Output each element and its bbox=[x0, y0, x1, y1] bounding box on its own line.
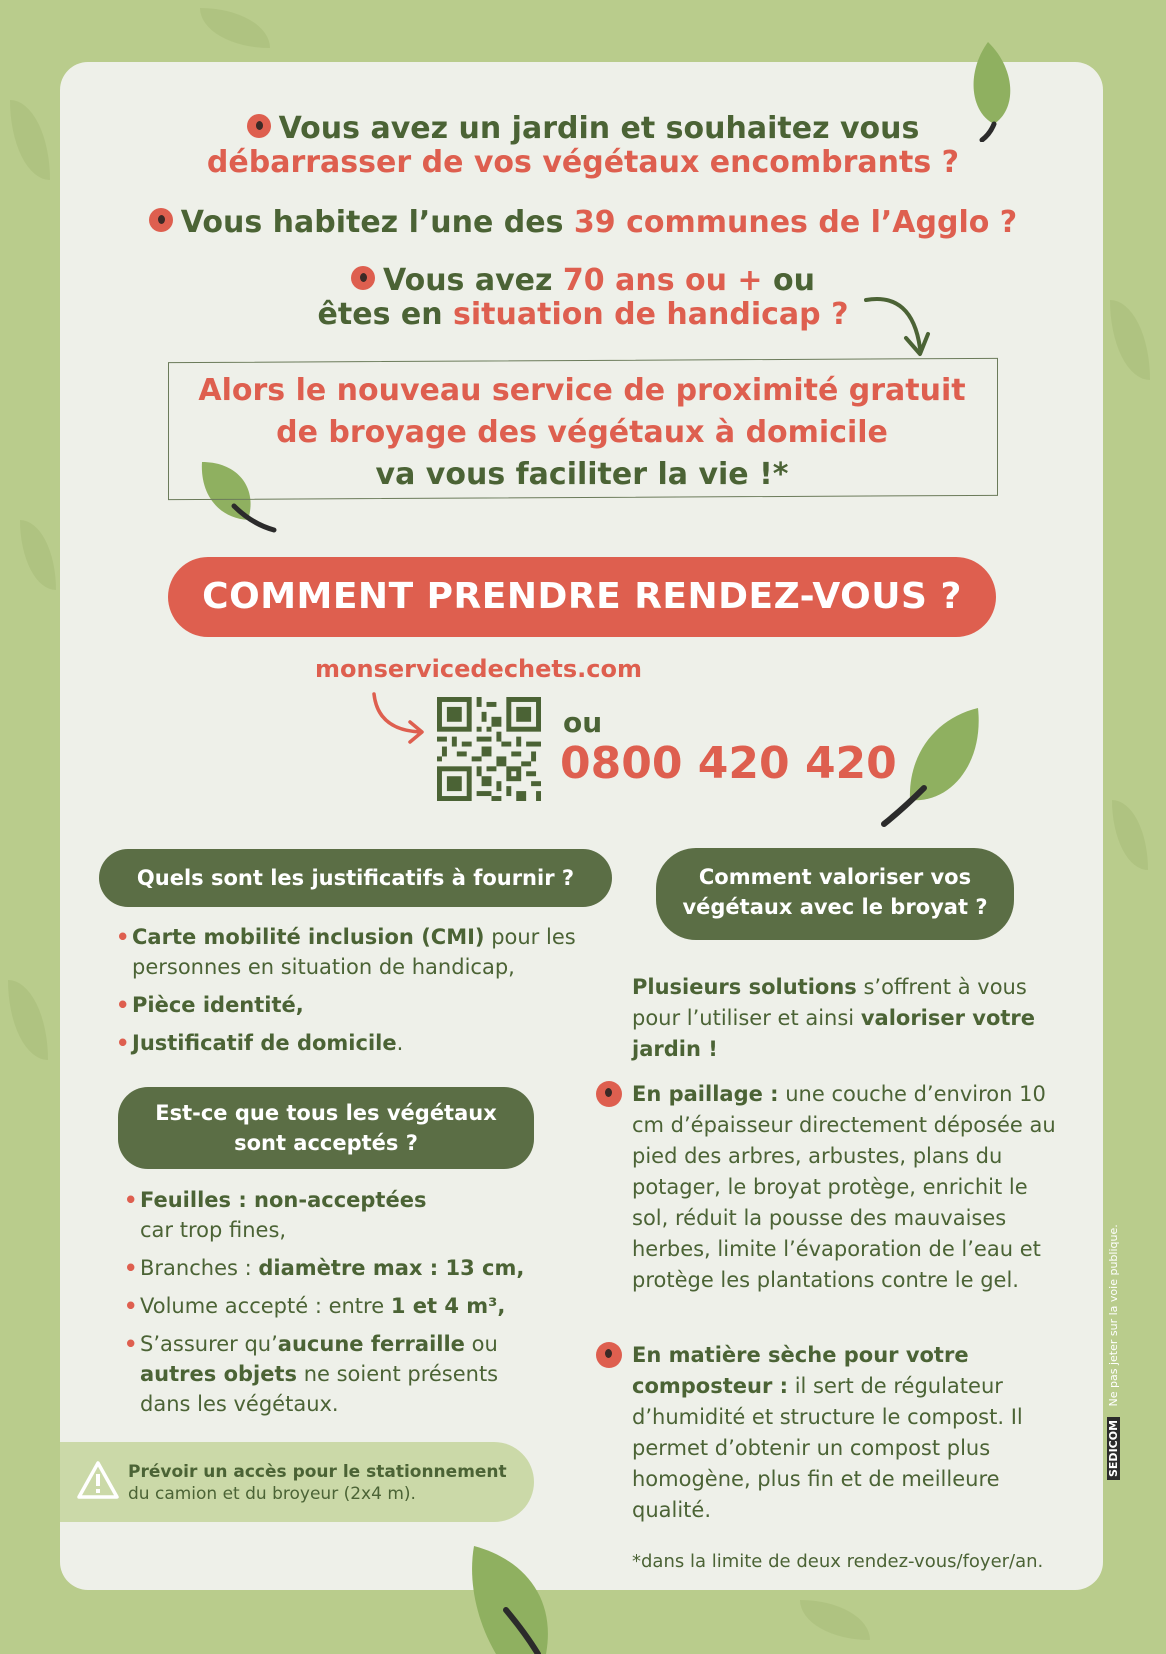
list-item bbox=[124, 1291, 554, 1321]
item-text: Volume accepté : entre bbox=[140, 1294, 391, 1318]
item-bold: autres objets bbox=[140, 1362, 298, 1386]
question-garden bbox=[150, 112, 1016, 180]
justificatifs-title: Quels sont les justificatifs à fournir ? bbox=[136, 866, 575, 890]
appointment-banner: COMMENT PRENDRE RENDEZ-VOUS ? bbox=[168, 557, 996, 637]
warning-icon bbox=[76, 1460, 120, 1500]
compost-text: il sert de régulateur d’humidité et structure le compost. Il permet d’obtenir un compost plus homogène, plus fin et de meilleure qualité. bbox=[632, 1374, 1023, 1522]
question-communes bbox=[100, 206, 1066, 240]
callout-line1: Alors le nouveau service de proximité gratuit bbox=[198, 373, 966, 408]
question-communes-highlight: 39 communes de l’Agglo ? bbox=[573, 205, 1018, 240]
valoriser-compost bbox=[632, 1340, 1062, 1526]
item-bold: Feuilles : non-acceptées bbox=[140, 1188, 427, 1212]
callout-line3: va vous faciliter la vie !* bbox=[375, 457, 789, 492]
valoriser-heading bbox=[656, 848, 1014, 940]
list-item bbox=[116, 922, 586, 982]
callout-line2: de broyage des végétaux à domicile bbox=[276, 415, 888, 450]
warning-title: Prévoir un accès pour le stationnement bbox=[128, 1462, 507, 1482]
background-leaf-decoration bbox=[20, 520, 56, 590]
question-age-text: Vous avez bbox=[383, 263, 563, 298]
item-bold: Pièce identité, bbox=[132, 993, 304, 1017]
item-text: ne soient présents dans les végétaux. bbox=[140, 1362, 499, 1416]
item-bold: Carte mobilité inclusion (CMI) bbox=[132, 925, 485, 949]
curved-arrow-icon bbox=[370, 690, 430, 744]
list-item bbox=[116, 1028, 586, 1058]
valoriser-title-line1: Comment valoriser vos bbox=[698, 865, 972, 889]
question-age bbox=[200, 264, 966, 332]
arrow-down-icon bbox=[862, 292, 932, 364]
background-leaf-decoration bbox=[1110, 300, 1150, 380]
legal-text: Ne pas jeter sur la voie publique. bbox=[1107, 1224, 1120, 1407]
justificatifs-list bbox=[116, 922, 586, 1066]
valoriser-title-line2: végétaux avec le broyat ? bbox=[682, 895, 988, 919]
paillage-text: une couche d’environ 10 cm d’épaisseur directement déposée au pied des arbres, arbustes, plans du potager, le broyat protège, enrichit le sol, réduit la pousse des mauvaises herbes, limite l’évaporation de l’eau et protège les plantations contre le gel. bbox=[632, 1082, 1056, 1292]
background-leaf-decoration bbox=[10, 100, 50, 180]
list-item bbox=[116, 990, 586, 1020]
qr-code[interactable] bbox=[437, 697, 541, 801]
service-callout bbox=[168, 370, 996, 496]
item-bold: 1 et 4 m³, bbox=[390, 1294, 506, 1318]
list-item bbox=[124, 1185, 554, 1245]
justificatifs-heading bbox=[99, 849, 612, 907]
question-handicap-text: êtes en bbox=[317, 297, 454, 332]
valoriser-intro bbox=[632, 972, 1062, 1065]
item-text: pour les personnes en situation de handicap, bbox=[132, 925, 576, 979]
item-text: S’assurer qu’ bbox=[140, 1332, 278, 1356]
item-text: . bbox=[396, 1031, 404, 1055]
intro-bold: valoriser votre jardin bbox=[632, 1006, 1036, 1061]
warning-text: du camion et du broyeur (2x4 m). bbox=[128, 1484, 416, 1504]
question-garden-line1: Vous avez un jardin et souhaitez vous bbox=[278, 111, 920, 146]
paillage-bold: En paillage : bbox=[632, 1082, 779, 1106]
item-bold: aucune ferraille bbox=[277, 1332, 465, 1356]
phone-number[interactable]: 0800 420 420 bbox=[560, 738, 897, 789]
item-text: car trop fines, bbox=[140, 1218, 287, 1242]
poppy-icon bbox=[351, 266, 375, 290]
item-bold: Justificatif de domicile bbox=[132, 1031, 397, 1055]
compost-bold: En matière sèche pour votre composteur : bbox=[632, 1343, 969, 1398]
background-leaf-decoration bbox=[200, 8, 270, 48]
list-item bbox=[124, 1253, 554, 1283]
poppy-icon bbox=[596, 1342, 622, 1368]
parking-warning bbox=[128, 1461, 507, 1505]
brand-logo: SEDICOM bbox=[1107, 1417, 1120, 1480]
poppy-icon bbox=[247, 114, 271, 138]
intro-text: s’offrent à vous pour l’utiliser et ainsi bbox=[632, 975, 1027, 1030]
vegetaux-title-line2: sont acceptés ? bbox=[234, 1131, 418, 1155]
vegetaux-heading bbox=[118, 1087, 534, 1169]
vegetaux-title-line1: Est-ce que tous les végétaux bbox=[155, 1101, 497, 1125]
website-link[interactable]: monservicedechets.com bbox=[315, 655, 642, 683]
or-label: ou bbox=[563, 706, 603, 739]
intro-bold: Plusieurs solutions bbox=[632, 975, 857, 999]
item-text: ou bbox=[464, 1332, 498, 1356]
question-garden-line2: débarrasser de vos végétaux encombrants ? bbox=[206, 145, 960, 180]
question-communes-text: Vous habitez l’une des bbox=[180, 205, 574, 240]
valoriser-paillage bbox=[632, 1079, 1062, 1296]
background-leaf-decoration bbox=[8, 980, 48, 1060]
question-age-highlight: 70 ans ou + bbox=[562, 263, 763, 298]
poppy-icon bbox=[596, 1081, 622, 1107]
vegetaux-list bbox=[124, 1185, 554, 1427]
list-item bbox=[124, 1329, 554, 1419]
side-legal-note bbox=[1107, 1224, 1120, 1480]
intro-end: ! bbox=[700, 1037, 718, 1061]
item-bold: diamètre max : 13 cm, bbox=[258, 1256, 525, 1280]
question-age-or: ou bbox=[762, 263, 815, 298]
leaf-icon bbox=[466, 1540, 576, 1654]
poppy-icon bbox=[149, 208, 173, 232]
item-text: Branches : bbox=[140, 1256, 259, 1280]
footnote: *dans la limite de deux rendez-vous/foyer/an. bbox=[632, 1551, 1044, 1572]
background-leaf-decoration bbox=[1112, 800, 1148, 870]
question-handicap-highlight: situation de handicap ? bbox=[453, 297, 849, 332]
background-leaf-decoration bbox=[800, 1600, 870, 1640]
